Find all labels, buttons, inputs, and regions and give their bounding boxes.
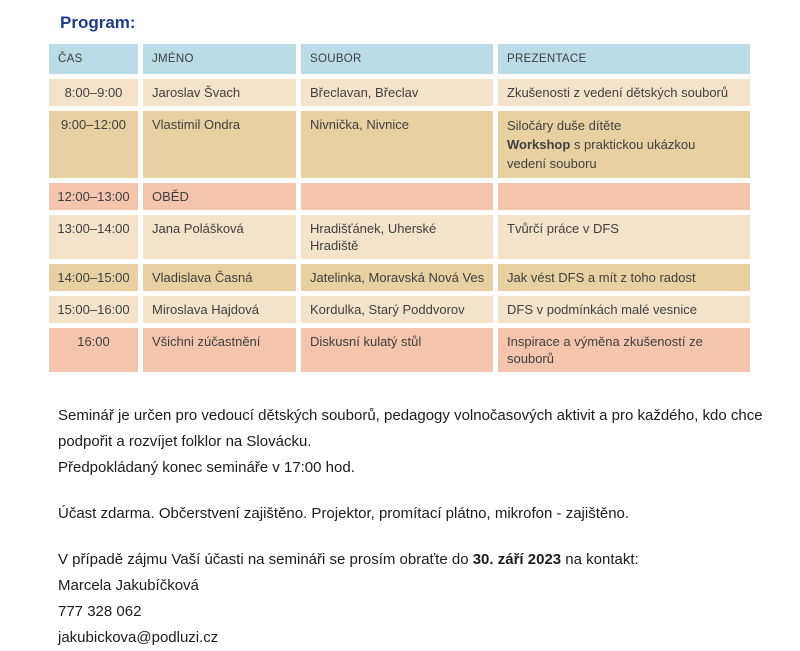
time-cell: 9:00–12:00 — [49, 111, 138, 178]
time-cell: 13:00–14:00 — [49, 215, 138, 259]
program-table — [44, 39, 755, 377]
time-cell: 12:00–13:00 — [49, 183, 138, 210]
presentation-line: vedení souboru — [507, 156, 597, 171]
table-row-lunch — [49, 183, 750, 210]
table-row — [49, 111, 750, 178]
presentation-cell: Zkušenosti z vedení dětských souborů — [498, 79, 750, 106]
contact-intro: V případě zájmu Vaší účasti na semináři se prosím obraťte do 30. září 2023 na kontakt: — [58, 551, 639, 568]
ensemble-cell: Kordulka, Starý Poddvorov — [301, 296, 493, 323]
name-cell: Miroslava Hajdová — [143, 296, 296, 323]
table-row — [49, 215, 750, 259]
amenities-note: Účast zdarma. Občerstvení zajištěno. Projektor, promítací plátno, mikrofon - zajištěno. — [58, 505, 630, 522]
ensemble-cell: Nivnička, Nivnice — [301, 111, 493, 178]
presentation-line: Workshop s praktickou ukázkou — [507, 137, 696, 152]
presentation-cell: Jak vést DFS a mít z toho radost — [498, 264, 750, 291]
document-body-text — [58, 403, 800, 651]
name-cell: OBĚD — [143, 183, 296, 210]
description-line: podpořit a rozvíjet folklor na Slovácku. — [58, 433, 312, 450]
name-cell: Všichni zúčastnění — [143, 328, 296, 372]
column-header-name: JMÉNO — [143, 44, 296, 74]
deadline-date: 30. září 2023 — [472, 551, 562, 568]
presentation-cell — [498, 111, 750, 178]
end-time-note: Předpokládaný konec semináře v 17:00 hod. — [58, 459, 355, 476]
name-cell: Vlastimil Ondra — [143, 111, 296, 178]
name-cell: Jana Polášková — [143, 215, 296, 259]
name-cell: Vladislava Časná — [143, 264, 296, 291]
presentation-cell: Inspirace a výměna zkušeností ze souborů — [498, 328, 750, 372]
column-header-presentation: PREZENTACE — [498, 44, 750, 74]
column-header-ensemble: SOUBOR — [301, 44, 493, 74]
description-line: Seminář je určen pro vedoucí dětských souborů, pedagogy volnočasových aktivit a pro každého, kdo chce — [58, 407, 763, 424]
table-row — [49, 328, 750, 372]
table-row — [49, 264, 750, 291]
document-page — [0, 12, 800, 646]
ensemble-cell: Hradišťánek, Uherské Hradiště — [301, 215, 493, 259]
contact-phone: 777 328 062 — [58, 603, 142, 620]
time-cell: 15:00–16:00 — [49, 296, 138, 323]
column-header-time: ČAS — [49, 44, 138, 74]
contact-name: Marcela Jakubíčková — [58, 577, 199, 594]
presentation-line: Siločáry duše dítěte — [507, 118, 622, 133]
name-cell: Jaroslav Švach — [143, 79, 296, 106]
contact-block — [58, 547, 800, 651]
time-cell: 14:00–15:00 — [49, 264, 138, 291]
presentation-cell: Tvůrčí práce v DFS — [498, 215, 750, 259]
presentation-cell — [498, 183, 750, 210]
table-row — [49, 79, 750, 106]
ensemble-cell: Jatelinka, Moravská Nová Ves — [301, 264, 493, 291]
table-header-row — [49, 44, 750, 74]
ensemble-cell — [301, 183, 493, 210]
ensemble-cell: Diskusní kulatý stůl — [301, 328, 493, 372]
page-title: Program: — [60, 13, 136, 32]
seminar-description — [58, 403, 800, 481]
time-cell: 16:00 — [49, 328, 138, 372]
contact-email: jakubickova@podluzi.cz — [58, 629, 219, 646]
time-cell: 8:00–9:00 — [49, 79, 138, 106]
presentation-cell: DFS v podmínkách malé vesnice — [498, 296, 750, 323]
table-row — [49, 296, 750, 323]
ensemble-cell: Břeclavan, Břeclav — [301, 79, 493, 106]
